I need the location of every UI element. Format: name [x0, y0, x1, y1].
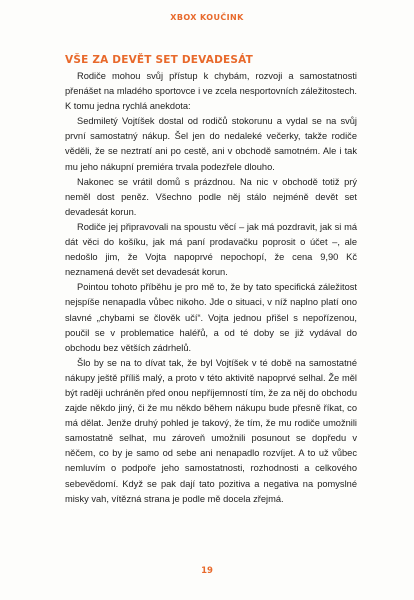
page-body	[65, 53, 357, 507]
paragraph: Sedmiletý Vojtíšek dostal od rodičů stokorunu a vydal se na svůj první samostatný nákup. Šel jen do nedaleké večerky, takže rodiče věděli, že se neztratí ani po cestě, ani v obchodě samotném. Ale i tak mu jeho nákupní premiéra trvala podezřele dlouho.	[65, 116, 357, 172]
paragraph: Šlo by se na to dívat tak, že byl Vojtíšek v té době na samostatné nákupy ještě příliš malý, a proto v této aktivitě napoprvé selhal. Že měl být raději uchráněn před onou nepříjemností tím, že za něj do obchodu zajde někdo jiný, či že mu někdo během nákupu bude přesně říkat, co má dělat. Jenže druhý pohled je takový, že tím, že mu rodiče umožnili samostatně selhat, mu zároveň umožnili posunout se dopředu v něčem, co by je samo od sebe ani nenapadlo rozvíjet. A to už vůbec nemluvím o podpoře jeho samostatnosti, rozhodnosti a celkového sebevědomí. Když se pak dají tato pozitiva a negativa na pomyslné misky vah, vítězná strana je podle mě docela zřejmá.	[65, 357, 357, 504]
paragraph: Rodiče jej připravovali na spoustu věcí – jak má pozdravit, jak si má dát věci do košíku, jak má paní prodavačku poprosit o účet –, ale nedošlo jim, že Vojta napoprvé nepochopí, že cena 9,90 Kč neznamená devět set devadesát korun.	[65, 221, 357, 278]
running-header: XBOX KOUČINK	[170, 13, 244, 22]
paragraph: Nakonec se vrátil domů s prázdnou. Na nic v obchodě totiž prý neměl dost peněz. Všechno podle něj stálo nejméně devět set devadesát korun.	[65, 176, 357, 217]
paragraph: Pointou tohoto příběhu je pro mě to, že by tato specifická záležitost nejspíše nenapadla vůbec nikoho. Jde o situaci, v níž naplno platí ono slavné „chybami se člověk učí“. Vojta jednou přišel s nepořízenou, poučil se v problematice haléřů, a od té doby se již vydával do obchodu bez větších zádrhelů.	[65, 282, 357, 353]
paragraph: Rodiče mohou svůj přístup k chybám, rozvoji a samostatnosti přenášet na mladého sportovce i ve zcela nesportovních záležitostech. K tomu jedna rychlá anekdota:	[65, 71, 357, 112]
section-heading: VŠE ZA DEVĚT SET DEVADESÁT	[65, 54, 254, 66]
page-number: 19	[201, 566, 213, 576]
